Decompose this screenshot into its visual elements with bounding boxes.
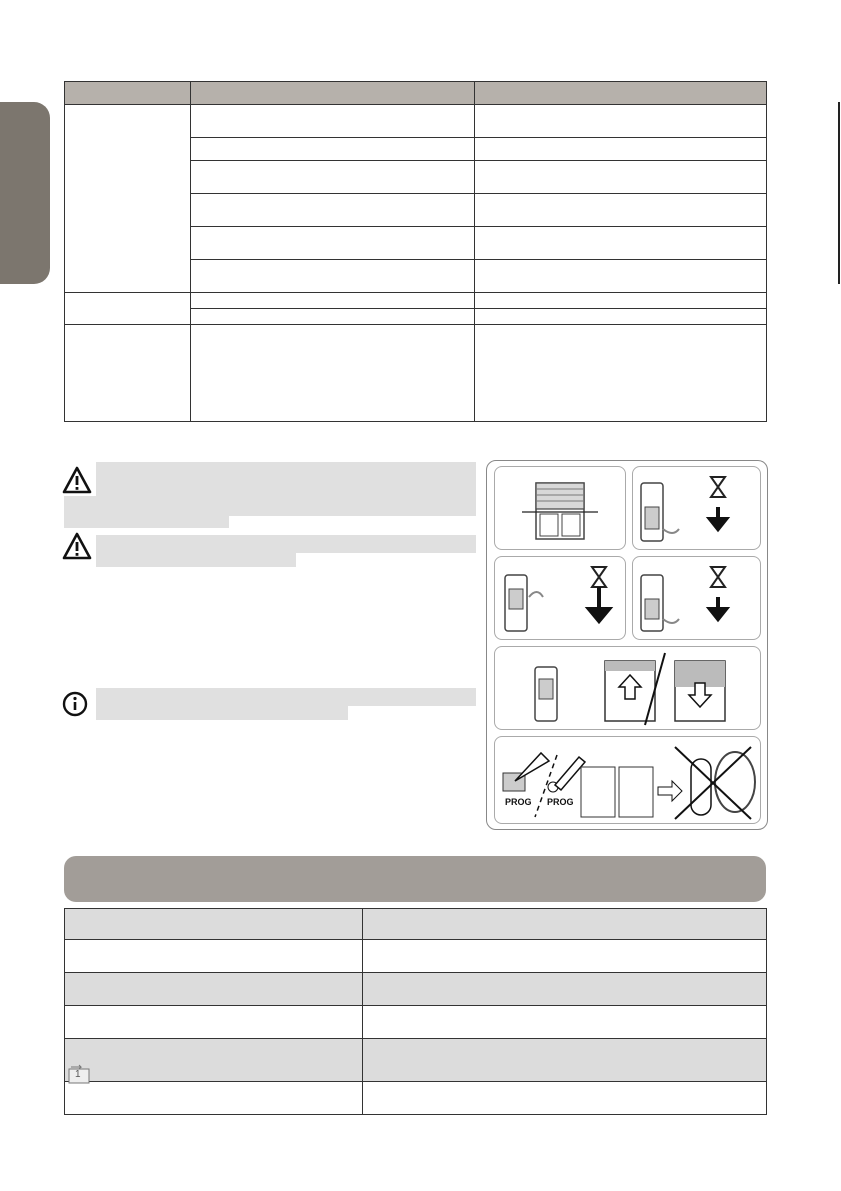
roller-shutter-icon — [495, 467, 625, 549]
step-cell — [632, 556, 761, 640]
warning-2-shade — [96, 553, 296, 567]
warning-1-shade — [96, 462, 476, 496]
info-circle-icon — [62, 691, 88, 717]
table-row — [65, 325, 767, 422]
warning-1-shade — [64, 496, 476, 516]
step-cell — [494, 466, 626, 550]
warning-1-shade — [64, 516, 229, 528]
step-cell — [494, 736, 761, 824]
step-cell — [494, 646, 761, 730]
section-header-bar — [64, 856, 766, 902]
instruction-illustration — [486, 460, 768, 830]
warning-triangle-icon — [62, 466, 92, 494]
table-row — [65, 1006, 767, 1039]
prog-button-icon — [495, 737, 760, 823]
table-row — [65, 105, 767, 138]
info-shade — [96, 688, 476, 706]
table-row — [65, 940, 767, 973]
prog-label: PROG — [547, 797, 574, 807]
shutter-up-down-icon — [495, 647, 760, 729]
step-number-label: 1 — [75, 1069, 81, 1080]
prog-label: PROG — [505, 797, 532, 807]
table-row — [65, 1039, 767, 1082]
info-shade — [96, 706, 348, 720]
warning-2-shade — [96, 535, 476, 553]
circuit-breaker-off-icon — [633, 557, 760, 639]
spec-table — [64, 81, 767, 422]
page-edge-line — [838, 102, 840, 284]
bottom-table — [64, 908, 767, 1115]
table-header-row — [65, 82, 767, 105]
step-cell — [494, 556, 626, 640]
circuit-breaker-off-icon — [633, 467, 760, 549]
side-tab — [0, 102, 50, 284]
table-row — [65, 1082, 767, 1115]
step-cell — [632, 466, 761, 550]
warning-triangle-icon — [62, 532, 92, 560]
table-row — [65, 909, 767, 940]
table-row — [65, 973, 767, 1006]
table-row — [65, 293, 767, 309]
circuit-breaker-on-icon — [495, 557, 625, 639]
